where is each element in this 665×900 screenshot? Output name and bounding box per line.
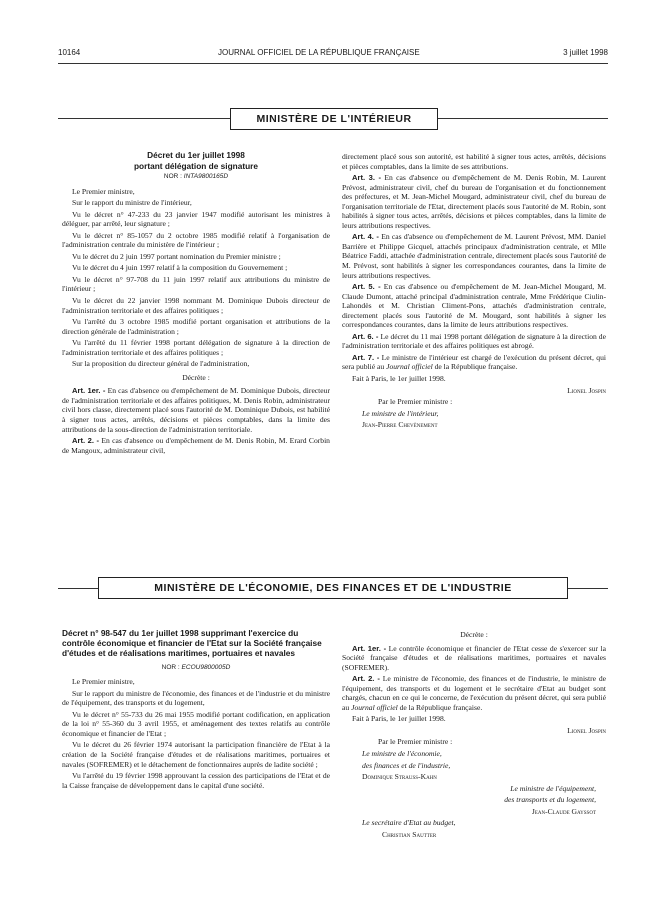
par-premier-ministre: Par le Premier ministre : bbox=[378, 737, 453, 747]
visa-paragraph: Vu l'arrêté du 11 février 1998 portant délégation de signature à la direction de l'administration territoriale et des affaires politiques ; bbox=[62, 338, 330, 357]
visa-paragraph: Sur le rapport du ministre de l'intérieur, bbox=[72, 198, 192, 208]
nor-reference bbox=[62, 172, 330, 182]
article-text: En cas d'absence ou d'empêchement de M. Dominique Dubois, directeur de l'administration territoriale et des affaires politiques, M. Denis Robin, administrateur civil hors classe, directement placé sous l'autorité de M. Dominique Dubois, est habilité à signer tous actes, arrêtés, décisions et pièces comptables, dans la limite des attributions de la sous-direction de l'administration territoriale. bbox=[62, 386, 330, 434]
place-date: Fait à Paris, le 1er juillet 1998. bbox=[352, 714, 446, 724]
secretary-name: Christian Sautter bbox=[382, 829, 437, 839]
article-1 bbox=[342, 644, 606, 673]
journal-reference: Journal officiel bbox=[386, 362, 433, 372]
decree-economie-right-column bbox=[342, 630, 606, 841]
article-1 bbox=[62, 386, 330, 434]
ministry-heading-economie: MINISTÈRE DE L'ÉCONOMIE, DES FINANCES ET DE L'INDUSTRIE bbox=[98, 577, 568, 599]
visa-paragraph: Le Premier ministre, bbox=[72, 186, 135, 196]
decree-title: Décret n° 98-547 du 1er juillet 1998 supprimant l'exercice du contrôle économique et financier de l'Etat sur la Société française d'études et de réalisations maritimes, portuaires et navales bbox=[62, 628, 322, 659]
nor-code: INTA9800165D bbox=[183, 173, 229, 180]
decrete-heading: Décrète : bbox=[460, 630, 488, 639]
visa-paragraph: Vu le décret du 22 janvier 1998 nommant M. Dominique Dubois directeur de l'administration territoriale et des affaires politiques ; bbox=[62, 296, 330, 315]
header-rule bbox=[58, 63, 608, 64]
article-label: Art. 4. - bbox=[352, 232, 379, 242]
visa-paragraph: Sur la proposition du directeur général de l'administration, bbox=[72, 359, 250, 369]
article-3 bbox=[342, 173, 606, 230]
signatory-pm: Lionel Jospin bbox=[567, 725, 606, 735]
decree-title: Décret du 1er juillet 1998 bbox=[147, 150, 245, 160]
article-text: En cas d'absence ou d'empêchement de M. Jean-Michel Mougard, M. Claude Dumont, attaché principal d'administration centrale, Mme Frédérique Ciulin-Lahondès et M. Christian Climent-Pons, attachés d'administration centrale, directement placés sous l'autorité de M. Mougard, sont habilités à signer les correspondances courantes, dans la limite de leurs attributions respectives. bbox=[342, 282, 606, 330]
decree-interieur-right-column bbox=[342, 152, 606, 432]
article-5 bbox=[342, 282, 606, 330]
article-text: Le décret du 11 mai 1998 portant délégation de signature à la direction de l'administration territoriale et des affaires politiques est abrogé. bbox=[342, 331, 606, 351]
par-premier-ministre: Par le Premier ministre : bbox=[378, 397, 453, 407]
article-text-end: de la République française. bbox=[399, 702, 483, 712]
article-2 bbox=[62, 436, 330, 455]
visa-paragraph: Vu l'arrêté du 3 octobre 1985 modifié portant organisation et attributions de la direction générale de l'administration ; bbox=[62, 317, 330, 336]
article-text: Le contrôle économique et financier de l'Etat cesse de s'exercer sur la Société française d'études et de réalisations maritimes, portuaires et navales (SOFREMER). bbox=[342, 643, 606, 672]
decree-interieur-left-column bbox=[62, 150, 330, 457]
visa-paragraph: Sur le rapport du ministre de l'économie, des finances et de l'industrie et du ministre de l'équipement, des transports et du logement, bbox=[62, 688, 330, 708]
nor-reference bbox=[62, 663, 330, 673]
ministry-heading-interieur: MINISTÈRE DE L'INTÉRIEUR bbox=[230, 108, 438, 130]
article-label: Art. 1er. - bbox=[72, 386, 106, 396]
article-7 bbox=[342, 353, 606, 372]
decree-economie-left-column bbox=[62, 628, 330, 792]
journal-title: JOURNAL OFFICIEL DE LA RÉPUBLIQUE FRANÇAISE bbox=[218, 48, 420, 57]
article-text-end: de la République française. bbox=[434, 362, 518, 372]
signatory-pm: Lionel Jospin bbox=[567, 385, 606, 395]
article-text: Le ministre de l'intérieur est chargé de l'exécution du présent décret, qui sera publié au bbox=[342, 352, 606, 372]
journal-reference: Journal officiel bbox=[351, 702, 398, 712]
article-text: En cas d'absence ou d'empêchement de M. Denis Robin, M. Erard Corbin de Mangoux, administrateur civil, bbox=[62, 436, 330, 455]
minister-name: Jean-Claude Gayssot bbox=[531, 806, 596, 816]
article-text: En cas d'absence ou d'empêchement de M. Laurent Prévost, MM. Daniel Barrière et Philippe Gicquel, attachés principaux d'administration centrale, et Mlle Béatrice Faddi, attachée d'administration centrale, directement placés sous l'autorité de M. Prévost, sont habilités à signer les correspondances courantes, dans la limite de leurs attributions respectives. bbox=[342, 232, 606, 280]
visa-paragraph: Vu le décret n° 55-733 du 26 mai 1955 modifié portant codification, en application de la loi n° 55-360 du 3 avril 1955, et aménagement des textes relatifs au contrôle économique et financier de l'Etat ; bbox=[62, 709, 330, 738]
page-number: 10164 bbox=[58, 48, 81, 57]
place-date: Fait à Paris, le 1er juillet 1998. bbox=[352, 374, 446, 384]
issue-date: 3 juillet 1998 bbox=[563, 48, 608, 57]
article-label: Art. 2. - bbox=[72, 436, 100, 446]
visa-paragraph: Vu le décret n° 85-1057 du 2 octobre 1985 modifié relatif à l'organisation de l'administration centrale du ministère de l'intérieur ; bbox=[62, 230, 330, 250]
minister-title: Le ministre de l'équipement, bbox=[510, 783, 596, 793]
minister-title: des finances et de l'industrie, bbox=[362, 760, 451, 770]
article-6 bbox=[342, 332, 606, 351]
article-4 bbox=[342, 232, 606, 280]
article-label: Art. 1er. - bbox=[352, 643, 387, 653]
article-label: Art. 2. - bbox=[352, 674, 380, 684]
visa-paragraph: Vu le décret du 4 juin 1997 relatif à la composition du Gouvernement ; bbox=[72, 263, 288, 273]
minister-title: Le ministre de l'intérieur, bbox=[362, 408, 439, 418]
visa-paragraph: Vu le décret du 26 février 1974 autorisant la participation financière de l'Etat à la création de la Société française d'études et de réalisations maritimes, portuaires et navales (SOFREMER) et le détachement de fonctionnaires auprès de ladite société ; bbox=[62, 740, 330, 769]
page-header bbox=[58, 48, 608, 60]
article-text: Le ministre de l'économie, des finances et de l'industrie, le ministre de l'équipement, des transports et du logement et le secrétaire d'Etat au budget sont chargés, chacun en ce qui le concerne, de l'exécution du présent décret, qui sera publié au bbox=[342, 674, 606, 712]
nor-label: NOR : bbox=[163, 173, 182, 180]
article-text: En cas d'absence ou d'empêchement de M. Denis Robin, M. Laurent Prévost, administrateur civil, chef du bureau de l'organisation et du fonctionnement des préfectures, et M. Jean-Michel Mougard, administrateur civil, chef du bureau de l'organisation territoriale de l'Etat, directement placés sous l'autorité de M. Robin, sont habilités à signer tous actes, arrêtés, décisions et pièces comptables, dans la limite de leurs attributions respectives. bbox=[342, 173, 606, 230]
visa-paragraph: Le Premier ministre, bbox=[72, 677, 135, 687]
article-2-continued: directement placé sous son autorité, est habilité à signer tous actes, arrêtés, décisions et pièces comptables, dans la limite de ses attributions. bbox=[342, 152, 606, 171]
article-label: Art. 6. - bbox=[352, 331, 379, 341]
minister-name: Dominique Strauss-Kahn bbox=[362, 772, 437, 782]
article-label: Art. 7. - bbox=[352, 352, 380, 362]
decree-subtitle: portant délégation de signature bbox=[133, 161, 258, 171]
article-label: Art. 5. - bbox=[352, 282, 381, 292]
decrete-heading: Décrète : bbox=[182, 372, 210, 382]
visa-paragraph: Vu l'arrêté du 19 février 1998 approuvant la cession des participations de l'Etat et de la Caisse française de développement dans le capital d'une société. bbox=[62, 771, 330, 790]
minister-title: des transports et du logement, bbox=[504, 795, 596, 805]
visa-paragraph: Vu le décret n° 97-708 du 11 juin 1997 relatif aux attributions du ministre de l'intérieur ; bbox=[62, 274, 330, 294]
minister-name: Jean-Pierre Chevènement bbox=[362, 420, 438, 430]
article-2 bbox=[342, 674, 606, 712]
visa-paragraph: Vu le décret du 2 juin 1997 portant nomination du Premier ministre ; bbox=[72, 251, 281, 261]
article-label: Art. 3. - bbox=[352, 173, 381, 183]
minister-title: Le ministre de l'économie, bbox=[362, 749, 442, 759]
secretary-title: Le secrétaire d'Etat au budget, bbox=[362, 818, 456, 828]
visa-paragraph: Vu le décret n° 47-233 du 23 janvier 1947 modifié autorisant les ministres à déléguer, par arrêté, leur signature ; bbox=[62, 209, 330, 229]
nor-label: NOR : bbox=[161, 663, 180, 671]
nor-code: ECOU9800005D bbox=[181, 663, 231, 671]
